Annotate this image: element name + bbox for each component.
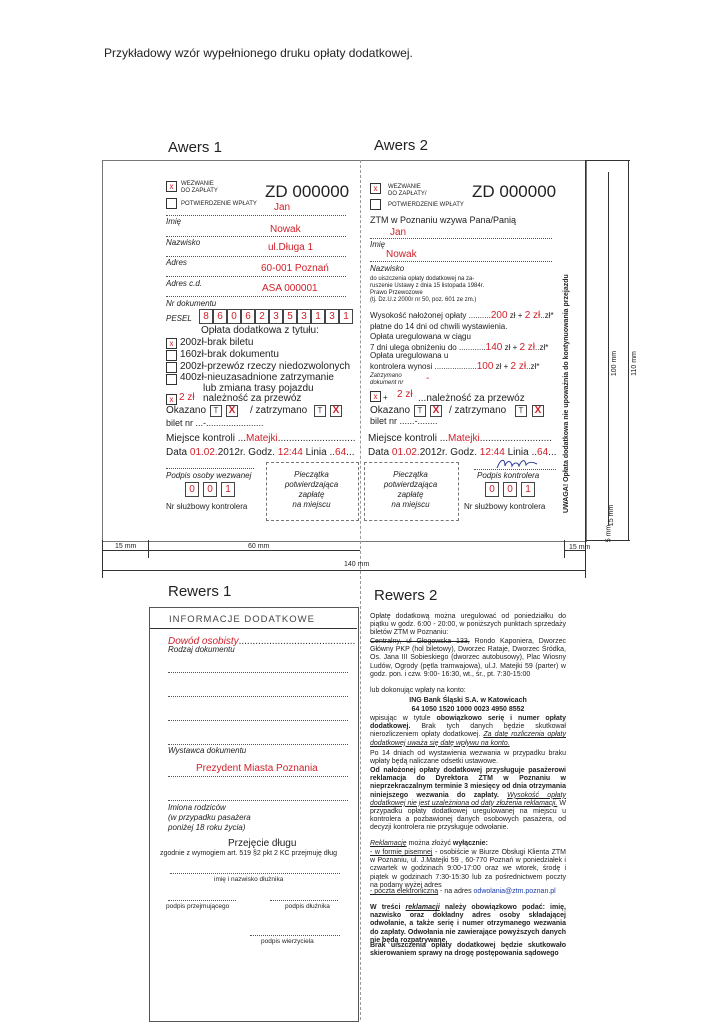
pesel-digit: 3 bbox=[325, 309, 339, 324]
rewers2-p7 bbox=[370, 840, 566, 848]
uregulowana-u: Opłata uregulowana u bbox=[370, 351, 449, 360]
zl-suffix-3: zł + bbox=[495, 362, 511, 371]
uregulowana-ciagu: Opłata uregulowana w ciągu bbox=[370, 332, 471, 341]
okazano-label: Okazano bbox=[166, 405, 207, 416]
wystawca-label: Wystawca dokumentu bbox=[168, 746, 247, 755]
pesel-digit: 8 bbox=[199, 309, 213, 324]
pesel-digit: 1 bbox=[311, 309, 325, 324]
potwierdzenie-label: POTWIERDZENIE WPŁATY bbox=[181, 201, 257, 207]
adres-cd-value: 60-001 Poznań bbox=[261, 263, 329, 274]
miejsce-dots: ............................ bbox=[277, 433, 356, 444]
fee-label: należność za przewóz bbox=[203, 393, 302, 404]
rewers2-p6b: Wysokość opłaty dodatkowej nie jest uzależniona od daty złożenia reklamacji. bbox=[370, 791, 566, 807]
rewers2-p8b: - osobiście w Biurze Obsługi Klienta ZTM w Poznaniu, ul. J.Matejki 59 , 60-770 Poznań w poniedziałek i czwartek w godzinach 9:00-17:00 oraz we wtorek, środę i piątek w godzinach 7:30-15:30 lub za pośrednictwem poczty na podany wyżej adres bbox=[370, 849, 567, 889]
zl-suffix-2: zł + bbox=[504, 343, 520, 352]
rewers2-p9a: - poczta elektroniczną bbox=[370, 888, 439, 895]
adres-cd-label: Adres c.d. bbox=[166, 279, 203, 288]
linia-dots: ... bbox=[548, 447, 557, 458]
rewers2-p4b: obowiązkowo serię i numer opłaty dodatkowej. bbox=[370, 715, 566, 731]
podpis-osoby-label: Podpis osoby wezwanej bbox=[166, 471, 252, 480]
fee-checkbox[interactable]: x bbox=[370, 391, 381, 402]
fee-prefix: + bbox=[383, 393, 388, 402]
rewers2-p7c: wyłącznie: bbox=[452, 840, 488, 847]
podpis-wierzyciela: podpis wierzyciela bbox=[261, 938, 314, 945]
rewers2-p11: Brak uiszczenia opłaty dodatkowej będzie skutkowało skierowaniem sprawy na drogę postępowania sądowego bbox=[370, 942, 566, 958]
imiona-rodzicow: Imiona rodziców (w przypadku pasażera poniżej 18 roku życia) bbox=[168, 803, 251, 832]
podpis-dluznika: podpis dłużnika bbox=[285, 903, 330, 910]
miejsce-kontroli bbox=[166, 433, 356, 444]
linia-value: 64 bbox=[335, 447, 347, 458]
plus-2zl: 2 zł bbox=[524, 310, 541, 321]
form-number: ZD 000000 bbox=[472, 182, 557, 201]
rewers2-p10a: W treści bbox=[370, 904, 401, 911]
dim-15-right: 15 mm bbox=[569, 544, 591, 551]
pieczatka-text: Pieczątka potwierdzająca zapłatę na miejscu bbox=[383, 470, 438, 509]
fee-label: ...należność za przewóz bbox=[418, 393, 525, 404]
linia-label: Linia .. bbox=[507, 447, 538, 458]
rewers2-p8 bbox=[370, 849, 566, 890]
zl-suffix: zł + bbox=[509, 311, 525, 320]
data-godz-linia bbox=[166, 447, 355, 458]
zatrzymano-dash: - bbox=[426, 373, 430, 384]
pesel-digit: 1 bbox=[339, 309, 353, 324]
reason-3: 200zł-przewóz rzeczy niedozwolonych bbox=[180, 361, 351, 372]
rewers2-p9 bbox=[370, 888, 566, 896]
linia-dots: ... bbox=[346, 447, 355, 458]
pieczatka-text: Pieczątka potwierdzająca zapłatę na miejscu bbox=[284, 470, 339, 509]
bilet-nr: bilet nr ...-....................... bbox=[166, 418, 264, 428]
nazwisko-value: Nowak bbox=[270, 224, 301, 235]
rewers2-p6a: Od nałożonej opłaty dodatkowej przysługuje pasażerowi reklamacja do Dyrektora ZTM w Poznaniu w nieprzekraczalnym terminie 3 miesięcy od dnia otrzymania niniejszego wezwania do zapłaty. bbox=[370, 767, 566, 799]
plus-2zl-2: 2 zł bbox=[519, 342, 536, 353]
zl-star: ..zł* bbox=[540, 311, 554, 320]
adres-value: ul.Długa 1 bbox=[268, 242, 314, 253]
adres-label: Adres bbox=[166, 258, 187, 267]
pesel-digit: 5 bbox=[283, 309, 297, 324]
rewers2-p4d: Za datę rozliczenia opłaty dodatkowej uważa się datę wpływu na konto. bbox=[370, 731, 566, 747]
linia-value: 64 bbox=[537, 447, 549, 458]
reason-checkbox-1[interactable]: x bbox=[166, 338, 177, 349]
zatrzymano-x-box[interactable]: X bbox=[532, 405, 544, 417]
rewers2-bank: ING Bank Śląski S.A. w Katowicach bbox=[409, 697, 527, 704]
section-rewers1: Rewers 1 bbox=[168, 583, 232, 600]
rewers2-p2-strike: Centralny, ul Głogowska 133, bbox=[370, 638, 470, 645]
rewers2-p7b: można złożyć bbox=[408, 840, 451, 847]
zatrzymano-x-box[interactable]: X bbox=[330, 405, 342, 417]
okazano-x-box[interactable]: X bbox=[430, 405, 442, 417]
wezwanie-label: WEZWANIE DO ZAPŁATY bbox=[181, 181, 218, 194]
zatrzymano-dokument: Zatrzymano dokument nr bbox=[370, 373, 404, 386]
doc-value: Dowód osobisty bbox=[168, 636, 239, 647]
miejsce-value: Matejki bbox=[246, 433, 278, 444]
data-label: Data bbox=[368, 447, 390, 458]
przejecie-dlugu: Przejęcie długu bbox=[228, 838, 297, 849]
linia-label: Linia .. bbox=[305, 447, 336, 458]
wezwanie-checkbox[interactable]: x bbox=[370, 183, 381, 194]
rewers2-email[interactable]: odwolania@ztm.poznan.pl bbox=[473, 888, 556, 895]
dim-110: 110 mm bbox=[630, 351, 638, 376]
nr-dokumentu-label: Nr dokumentu bbox=[166, 299, 217, 308]
miejsce-label: Miejsce kontroli ... bbox=[166, 433, 247, 444]
imie-dluznika: imię i nazwisko dłużnika bbox=[214, 876, 284, 883]
rewers2-p7a: Reklamację bbox=[370, 840, 407, 847]
rewers2-p6 bbox=[370, 767, 566, 833]
pesel-label: PESEL bbox=[166, 314, 192, 323]
podpis-kontrolera-label: Podpis kontrolera bbox=[477, 471, 540, 480]
potwierdzenie-checkbox[interactable] bbox=[370, 199, 381, 210]
obnizeniu-label: 7 dni ulega obniżeniu do ............ bbox=[370, 343, 486, 352]
kontrolera-label: kontrolera wynosi ................... bbox=[370, 362, 477, 371]
dim-5-vert: 5 mm bbox=[605, 524, 613, 543]
wezwanie-label: WEZWANIE DO ZAPŁATY/ bbox=[388, 184, 427, 197]
pesel-digit: 6 bbox=[241, 309, 255, 324]
ztm-text: ZTM w Poznaniu wzywa Pana/Panią bbox=[370, 215, 517, 225]
reason-4: 400zł-nieuzasadnione zatrzymanie bbox=[180, 372, 334, 383]
platne-text: płatne do 14 dni od chwili wystawienia. bbox=[370, 322, 508, 331]
wystawca-value: Prezydent Miasta Poznania bbox=[196, 763, 318, 774]
okazano-x-box[interactable]: X bbox=[226, 405, 238, 417]
godz-value: 12:44 bbox=[277, 447, 303, 458]
rewers2-p4a: wpisując w tytule bbox=[370, 715, 431, 722]
kontrolera-value: 100 bbox=[476, 361, 494, 372]
pesel-digit: 2 bbox=[255, 309, 269, 324]
legal-text: do uiszczenia opłaty dodatkowej na za- ruszenie Ustawy z dnia 15 listopada 1984r. Prawo Przewozowe (tj. Dz.U.z 2000r nr 50, poz. 601 ze zm.) bbox=[370, 276, 485, 303]
rewers2-p10b: reklamacji bbox=[405, 904, 440, 911]
potwierdzenie-checkbox[interactable] bbox=[166, 198, 177, 209]
nr-kontrolera-label: Nr służbowy kontrolera bbox=[166, 502, 248, 511]
nazwisko-value: Nowak bbox=[386, 249, 417, 260]
fee-amount: 2 zł bbox=[179, 392, 195, 403]
pesel-digit: 3 bbox=[269, 309, 283, 324]
reason-title: Opłata dodatkowa z tytułu: bbox=[201, 325, 319, 336]
year-label: 2012r. Godz. bbox=[217, 447, 275, 458]
miejsce-dots: .......................... bbox=[479, 433, 552, 444]
controller-digit: 0 bbox=[485, 482, 499, 497]
pesel-digit: 0 bbox=[227, 309, 241, 324]
rewers2-p2 bbox=[370, 638, 566, 679]
rewers2-p5: Po 14 dniach od wystawienia wezwania w przypadku braku wpłaty będą naliczane odsetki ustawowe. bbox=[370, 750, 566, 766]
fee-amount: 2 zł bbox=[397, 389, 413, 400]
reason-checkbox-3[interactable] bbox=[166, 362, 177, 373]
godz-value: 12:44 bbox=[479, 447, 505, 458]
fee-checkbox[interactable]: x bbox=[166, 394, 177, 405]
nazwisko-label: Nazwisko bbox=[370, 264, 405, 273]
data-value: 01.02. bbox=[189, 447, 218, 458]
imie-value: Jan bbox=[390, 227, 407, 238]
reason-1: 200zł-brak biletu bbox=[180, 337, 254, 348]
pesel-digit: 3 bbox=[297, 309, 311, 324]
controller-digit: 1 bbox=[521, 482, 535, 497]
controller-digit: 0 bbox=[185, 482, 199, 497]
rewers2-p6c: W przypadku opłaty dodatkowej uregulowanej na miejscu u kontrolera a pozbawionej danych osobowych pasażera, od decyzji kontrolera nie przysługuje odwołanie. bbox=[370, 799, 566, 832]
rewers2-p2-text: Rondo Kaponiera, Dworzec Główny PKP (hol biletowy), Dworzec Rataje, Dworzec Śródka, Os. Jana III Sobieskiego (dworzec autobusowy), Plac Wiosny Ludów, Ogrody (pętla tramwajowa), ul.J. Matejki 59 (parter) w godz. pon. i czw. 9:00- 16:30, wt., śr., pt. 7:30-15:00 bbox=[370, 638, 567, 678]
miejsce-value: Matejki bbox=[448, 433, 480, 444]
info-title: INFORMACJE DODATKOWE bbox=[169, 614, 315, 625]
reason-checkbox-4[interactable] bbox=[166, 374, 177, 385]
okazano-t-box[interactable]: T bbox=[210, 405, 222, 417]
controller-digit: 1 bbox=[221, 482, 235, 497]
podpis-przejmujacego: podpis przejmującego bbox=[166, 903, 230, 910]
fold-line bbox=[360, 160, 361, 1020]
dim-60: 60 mm bbox=[248, 543, 270, 550]
imie-label: Imię bbox=[370, 240, 386, 249]
pesel-digit: 6 bbox=[213, 309, 227, 324]
page-title: Przykładowy wzór wypełnionego druku opłaty dodatkowej. bbox=[104, 46, 413, 60]
form-number: ZD 000000 bbox=[265, 182, 350, 201]
kontrolera-line bbox=[370, 361, 539, 372]
dim-15-vert: 15 mm bbox=[608, 504, 616, 527]
dim-15-left: 15 mm bbox=[115, 543, 137, 550]
imie-value: Jan bbox=[274, 202, 291, 213]
section-awers1: Awers 1 bbox=[168, 139, 222, 156]
zatrzymano-t-box[interactable]: T bbox=[314, 405, 326, 417]
rewers2-p4c: Brak tych danych będzie skutkował nierozliczeniem opłaty dodatkowej. bbox=[370, 723, 566, 739]
miejsce-kontroli bbox=[368, 433, 552, 444]
okazano-label: Okazano bbox=[370, 405, 411, 416]
miejsce-label: Miejsce kontroli ... bbox=[368, 433, 449, 444]
reason-2: 160zł-brak dokumentu bbox=[180, 349, 279, 360]
data-value: 01.02. bbox=[391, 447, 420, 458]
nr-dokumentu-value: ASA 000001 bbox=[262, 283, 318, 294]
reason-checkbox-2[interactable] bbox=[166, 350, 177, 361]
imie-label: Imię bbox=[166, 217, 182, 226]
vertical-warning: UWAGA! Opłata dodatkowa nie upoważnia do kontynuowania przejazdu bbox=[563, 274, 570, 513]
dim-100: 100 mm bbox=[611, 350, 619, 377]
wysokosc-line bbox=[370, 310, 554, 321]
nr-kontrolera-label: Nr służbowy kontrolera bbox=[464, 502, 546, 511]
rewers2-p10 bbox=[370, 904, 566, 945]
bilet-nr: bilet nr ......-........ bbox=[370, 416, 438, 426]
reason-4-cont: lub zmiana trasy pojazdu bbox=[203, 383, 314, 394]
rewers2-account: 64 1050 1520 1000 0023 4950 8552 bbox=[411, 706, 525, 713]
wysokosc-label: Wysokość nałożonej opłaty .......... bbox=[370, 311, 491, 320]
section-rewers2: Rewers 2 bbox=[374, 587, 438, 604]
section-awers2: Awers 2 bbox=[374, 137, 428, 154]
rewers2-p4 bbox=[370, 715, 566, 748]
zgodnie-text: zgodnie z wymogiem art. 519 §2 pkt 2 KC przejmuję dług bbox=[160, 850, 338, 857]
zatrzymano-label: / zatrzymano bbox=[449, 405, 507, 416]
zatrzymano-t-box[interactable]: T bbox=[515, 405, 527, 417]
rewers2-p9b: - na adres bbox=[440, 888, 472, 895]
rewers2-p1: Opłatę dodatkową można uregulować od poniedziałku do piątku w godz. 6:00 - 20:00, w poniższych punktach sprzedaży biletów ZTM w Poznaniu: bbox=[370, 613, 566, 637]
obnizeniu-value: 140 bbox=[485, 342, 503, 353]
rewers2-p3: lub dokonując wpłaty na konto: bbox=[370, 687, 466, 694]
nazwisko-label: Nazwisko bbox=[166, 238, 201, 247]
doc-value-dots: .......................................... bbox=[238, 636, 356, 647]
zl-star-2: ..zł* bbox=[535, 343, 549, 352]
rewers2-p8a: - w formie pisemnej bbox=[370, 849, 433, 856]
wysokosc-value: 200 bbox=[490, 310, 508, 321]
zl-star-3: ..zł* bbox=[526, 362, 540, 371]
wezwanie-checkbox[interactable]: x bbox=[166, 181, 177, 192]
potwierdzenie-label: POTWIERDZENIE WPŁATY bbox=[388, 202, 464, 208]
controller-digit: 0 bbox=[203, 482, 217, 497]
zatrzymano-label: / zatrzymano bbox=[250, 405, 308, 416]
rewers2-p10c: należy obowiązkowo podać: imię, nazwisko oraz dokładny adres osoby składającej odwołanie, a także serię i numer otrzymanego wezwania do zapłaty. Odwołania nie zawierające powyższych danych nie będą rozpatrywane. bbox=[370, 904, 566, 944]
plus-2zl-3: 2 zł bbox=[510, 361, 527, 372]
rodzaj-label: Rodzaj dokumentu bbox=[168, 645, 235, 654]
year-label: 2012r. Godz. bbox=[419, 447, 477, 458]
data-label: Data bbox=[166, 447, 188, 458]
okazano-t-box[interactable]: T bbox=[414, 405, 426, 417]
dim-140: 140 mm bbox=[344, 561, 370, 568]
controller-digit: 0 bbox=[503, 482, 517, 497]
